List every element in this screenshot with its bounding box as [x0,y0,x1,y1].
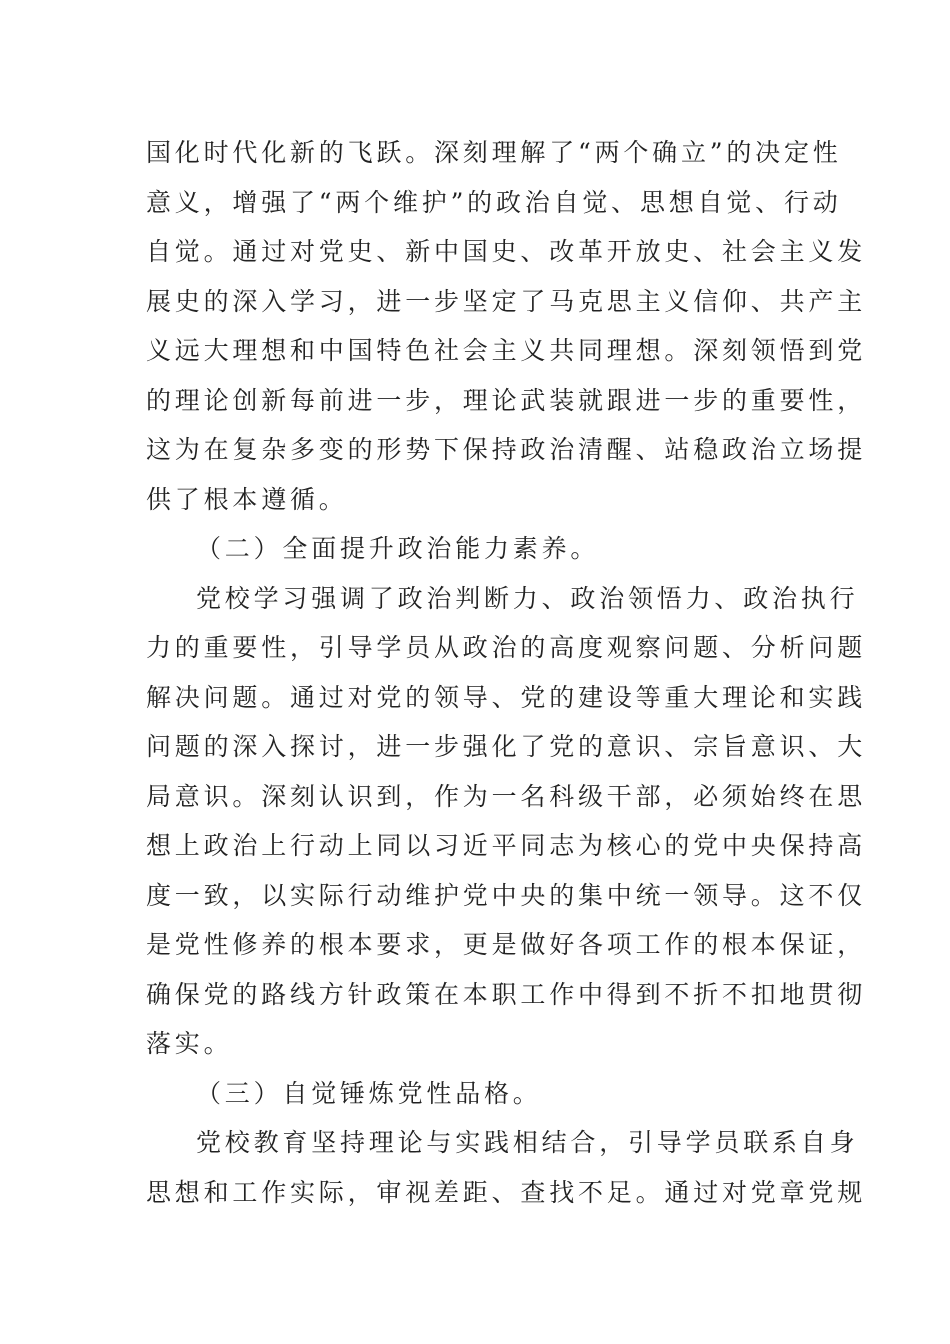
heading-line: （二）全面提升政治能力素养。 [196,534,600,563]
text-line: 这为在复杂多变的形势下保持政治清醒、站稳政治立场提 [146,435,867,464]
text-line: 自觉。通过对党史、新中国史、改革开放史、社会主义发 [146,237,867,266]
text-line: 义远大理想和中国特色社会主义共同理想。深刻领悟到党 [146,336,867,365]
document-body [146,128,867,1217]
text-line: 确保党的路线方针政策在本职工作中得到不折不扣地贯彻 [146,979,867,1009]
text-line: 党校学习强调了政治判断力、政治领悟力、政治执行 [196,583,859,613]
text-line: 国化时代化新的飞跃。深刻理解了“两个确立”的决定性 [146,138,842,167]
text-line: 解决问题。通过对党的领导、党的建设等重大理论和实践 [146,682,867,712]
text-line: 度一致，以实际行动维护党中央的集中统一领导。这不仅 [146,880,867,910]
paragraph-political-ability [146,574,867,1069]
text-line: 意义，增强了“两个维护”的政治自觉、思想自觉、行动 [146,187,842,217]
text-line: 落实。 [146,1029,233,1058]
text-line: 问题的深入探讨，进一步强化了党的意识、宗旨意识、大 [146,732,867,761]
heading-line: （三）自觉锤炼党性品格。 [196,1078,542,1108]
text-line: 想上政治上行动上同以习近平同志为核心的党中央保持高 [146,831,867,860]
text-line: 的理论创新每前进一步，理论武装就跟进一步的重要性， [146,385,867,415]
section-heading-3 [146,1069,811,1119]
paragraph-continuation [146,128,867,524]
text-line: 思想和工作实际，审视差距、查找不足。通过对党章党规 [146,1177,867,1207]
text-line: 力的重要性，引导学员从政治的高度观察问题、分析问题 [146,633,867,662]
text-line: 展史的深入学习，进一步坚定了马克思主义信仰、共产主 [146,286,867,316]
paragraph-party-character [146,1118,867,1217]
text-line: 是党性修养的根本要求，更是做好各项工作的根本保证， [146,930,867,959]
text-line: 供了根本遵循。 [146,484,348,514]
text-line: 局意识。深刻认识到，作为一名科级干部，必须始终在思 [146,781,867,811]
text-line: 党校教育坚持理论与实践相结合，引导学员联系自身 [196,1128,859,1157]
section-heading-2 [146,524,811,574]
